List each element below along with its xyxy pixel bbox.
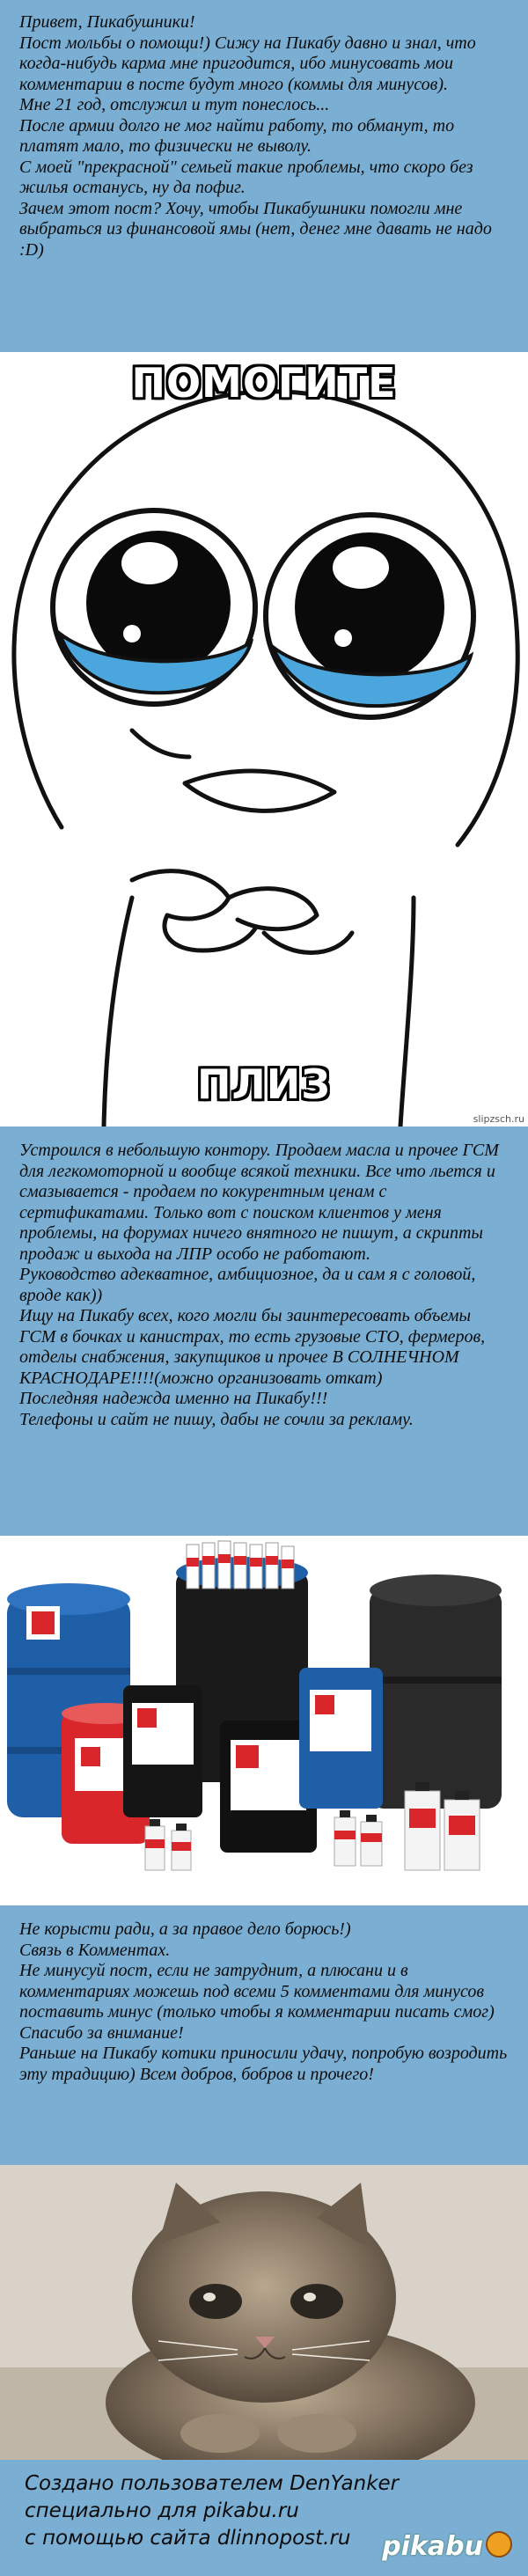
- meme-watermark: slipzsch.ru: [473, 1113, 524, 1125]
- business-paragraph: Устроился в небольшую контору. Продаем масла и прочее ГСМ для легкомоторной и вообще всякой техники. Все что льется и смазывается - продаем по кокурентным ценам с сертификатами. Только вот с поиском клиентов у меня проблемы, на форумах ничего внятного не пишут, а скрипты продаж и выхода на ЛПР особо не работают. Руководство адекватное, амбициозное, да и сам я с головой, вроде как)) Ищу на Пикабу всех, кого могли бы заинтересовать объемы ГСМ в бочках и канистрах, то есть грузовые СТО, фермеров, отделы снабжения, закупщиков и прочее В СОЛНЕЧНОМ КРАСНОДАРЕ!!!!(можно организовать откат) Последняя надежда именно на Пикабу!!! Телефоны и сайт не пишу, дабы не сочли за рекламу.: [19, 1141, 499, 1429]
- footer-generator-line: с помощью сайта dlinnopost.ru: [25, 2527, 351, 2550]
- closing-text-panel: [0, 1905, 528, 2165]
- footer-author-line: Создано пользователем DenYanker: [25, 2472, 400, 2495]
- business-text-panel: [0, 1127, 528, 1536]
- kitten-photo: [0, 2165, 528, 2460]
- intro-text-panel: [0, 0, 528, 352]
- kitten-illustration: [0, 2165, 528, 2460]
- footer-site-line: специально для pikabu.ru: [25, 2499, 299, 2522]
- pikabu-logo-icon: [486, 2531, 512, 2558]
- please-meme-image: [0, 352, 528, 1127]
- closing-paragraph: Не корысти ради, а за правое дело борюсь!) Связь в Комментах. Не минусуй пост, если не затруднит, а плюсани и в комментариях можешь под всеми 5 комментами для минусов поставить минус (только чтобы я комментарии писать смог) Спасибо за внимание! Раньше на Пикабу котики приносили удачу, попробую возродить эту традицию) Всем добров, бобров и прочего!: [19, 1919, 508, 2084]
- oil-products-photo: [0, 1536, 528, 1905]
- footer-credits: [0, 2460, 528, 2576]
- meme-top-caption: ПОМОГИТЕ: [131, 359, 397, 407]
- meme-bottom-caption: ПЛИЗ: [197, 1060, 331, 1108]
- oil-barrels-illustration: [0, 1536, 528, 1905]
- please-meme-face: [0, 352, 528, 1127]
- pikabu-logo: [382, 2531, 512, 2560]
- pikabu-logo-text: pikabu: [382, 2531, 483, 2562]
- intro-paragraph: Привет, Пикабушники! Пост мольбы о помощи!) Сижу на Пикабу давно и знал, что когда-нибудь карма мне пригодится, ибо минусовать мои комментарии в посте будут много (коммы для минусов). Мне 21 год, отслужил и тут понеслось... После армии долго не мог найти работу, то обманут, то платят мало, то физически не выволу. С моей "прекрасной" семьей такие проблемы, что скоро без жилья останусь, ну да пофиг. Зачем этот пост? Хочу, чтобы Пикабушники помогли мне выбраться из финансовой ямы (нет, денег мне давать не надо :D): [19, 12, 492, 260]
